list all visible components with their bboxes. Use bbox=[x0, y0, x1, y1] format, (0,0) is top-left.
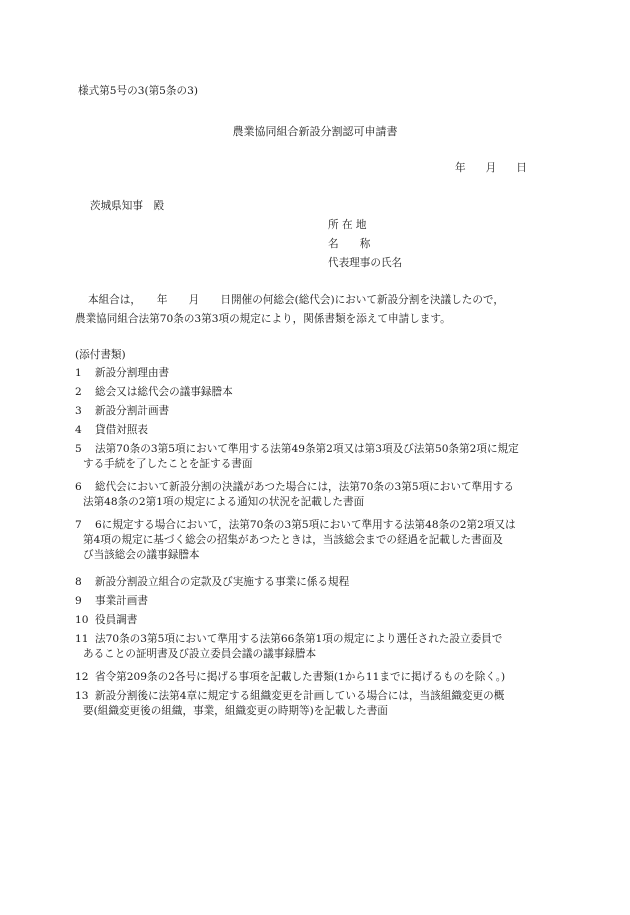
attachment-item bbox=[75, 385, 233, 400]
attachment-number: 1 bbox=[75, 367, 82, 379]
attachment-text: 法第48条の2第1項の規定による通知の状況を記載した書面 bbox=[83, 496, 365, 508]
attachment-item bbox=[75, 613, 137, 628]
attachment-number: 10 bbox=[75, 614, 89, 626]
attachment-number: 5 bbox=[75, 443, 82, 455]
attachment-item bbox=[75, 366, 169, 381]
attachment-text: 要(組織変更後の組織，事業，組織変更の時期等)を記載した書面 bbox=[83, 705, 388, 717]
attachment-text: する手続を了したことを証する書面 bbox=[83, 458, 253, 470]
attachment-item bbox=[75, 480, 514, 510]
applicant-location-label: 所 在 地 bbox=[328, 219, 367, 231]
attachment-text: 事業計画書 bbox=[95, 595, 148, 607]
attachment-item bbox=[75, 670, 505, 685]
attachment-number: 6 bbox=[75, 481, 82, 493]
attachment-text: 総会又は総代会の議事録謄本 bbox=[95, 386, 233, 398]
attachment-number: 2 bbox=[75, 386, 82, 398]
attachment-text: び当該総会の議事録謄本 bbox=[83, 549, 200, 561]
applicant-representative-label: 代表理事の氏名 bbox=[328, 257, 403, 269]
attachment-item bbox=[75, 689, 504, 719]
attachment-text: 新設分割計画書 bbox=[95, 405, 170, 417]
date-year: 年 bbox=[455, 162, 466, 174]
date-line bbox=[455, 161, 527, 176]
attachment-number: 9 bbox=[75, 595, 82, 607]
attachment-text: 新設分割後に法第4章に規定する組織変更を計画している場合には，当該組織変更の概 bbox=[95, 690, 505, 702]
attachment-number: 7 bbox=[75, 519, 82, 531]
attachment-text: 6に規定する場合において，法第70条の3第5項において準用する法第48条の2第2項又は bbox=[95, 519, 516, 531]
attachment-item bbox=[75, 442, 519, 472]
date-day: 日 bbox=[516, 162, 527, 174]
application-body bbox=[75, 291, 555, 329]
attachment-item bbox=[75, 404, 169, 419]
attachment-text: 総代会において新設分割の決議があつた場合には，法第70条の3第5項において準用する bbox=[95, 481, 514, 493]
form-number: 様式第5号の3(第5条の3) bbox=[78, 85, 198, 97]
attachment-text: 省令第209条の2各号に掲げる事項を記載した書類(1から11までに掲げるものを除く。) bbox=[95, 671, 506, 683]
attachment-text: 新設分割理由書 bbox=[95, 367, 170, 379]
attachment-number: 12 bbox=[75, 671, 89, 683]
attachment-text: 貸借対照表 bbox=[95, 424, 148, 436]
attachment-text: 法第70条の3第5項において準用する法第49条第2項又は第3項及び法第50条第2項に規定 bbox=[95, 443, 519, 455]
date-month: 月 bbox=[485, 162, 497, 174]
attachment-number: 11 bbox=[75, 633, 89, 645]
attachment-number: 3 bbox=[75, 405, 82, 417]
attachment-text: 新設分割設立組合の定款及び実施する事業に係る規程 bbox=[95, 576, 350, 588]
applicant-name-label: 名 称 bbox=[328, 238, 371, 250]
attachment-item bbox=[75, 594, 148, 609]
attachment-item bbox=[75, 632, 502, 662]
attachments-heading: (添付書類) bbox=[75, 349, 126, 361]
body-line-1: 本組合は， 年 月 日開催の何総会(総代会)において新設分割を決議したので， bbox=[88, 294, 504, 306]
attachment-number: 4 bbox=[75, 424, 82, 436]
attachment-item bbox=[75, 423, 148, 438]
attachment-text: 法70条の3第5項において準用する法第66条第1項の規定により選任された設立委員で bbox=[95, 633, 503, 645]
attachment-number: 8 bbox=[75, 576, 82, 588]
attachment-item bbox=[75, 575, 349, 590]
attachment-text: あることの証明書及び設立委員会議の議事録謄本 bbox=[83, 648, 317, 660]
attachment-number: 13 bbox=[75, 690, 89, 702]
attachment-item bbox=[75, 518, 516, 563]
body-line-2: 農業協同組合法第70条の3第3項の規定により，関係書類を添えて申請します。 bbox=[75, 313, 451, 325]
attachment-text: 第4項の規定に基づく総会の招集があつたときは，当該総会までの経過を記載した書面及 bbox=[83, 534, 503, 546]
attachment-text: 役員調書 bbox=[95, 614, 138, 626]
document-title: 農業協同組合新設分割認可申請書 bbox=[232, 125, 398, 138]
addressee: 茨城県知事 殿 bbox=[90, 200, 165, 212]
